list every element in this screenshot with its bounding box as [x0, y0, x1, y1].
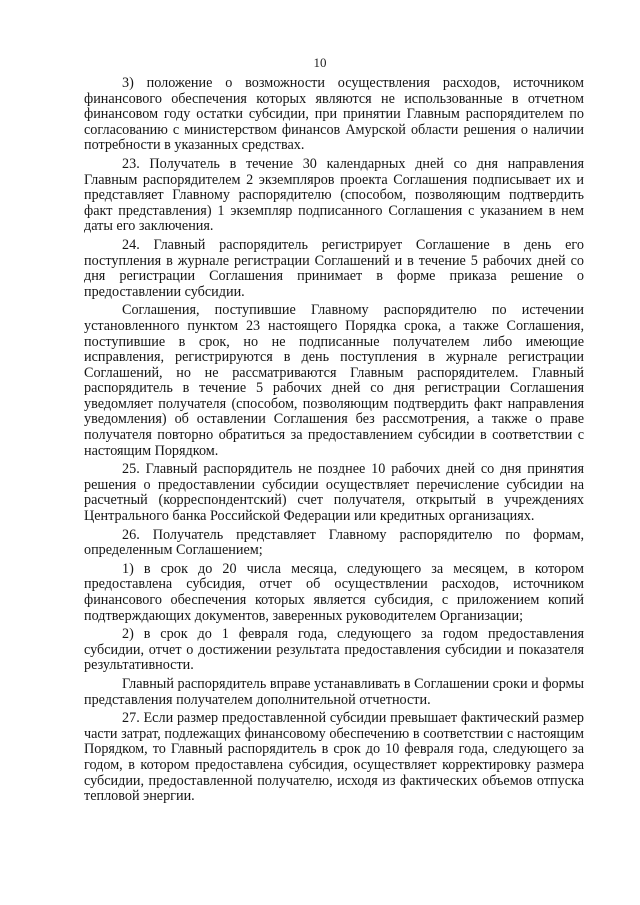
document-body — [84, 76, 584, 808]
paragraph-clause-27: 27. Если размер предоставленной субсидии превышает фактический размер части затрат, подлежащих финансовому обеспечению в соответствии с настоящим Порядком, то Главный распорядитель в срок до 10 февраля года, следующего за годом, в котором предоставлена субсидия, осуществляет корректировку размера субсидии, предоставленной получателю, исходя из фактических объемов отпуска тепловой энергии. — [84, 710, 584, 805]
paragraph-clause-25: 25. Главный распорядитель не позднее 10 рабочих дней со дня принятия решения о предоставлении субсидии осуществляет перечисление субсидии на расчетный (корреспондентский) счет получателя, открытый в учреждениях Центрального банка Российской Федерации или кредитных организациях. — [84, 461, 584, 525]
paragraph-subclause-2: 2) в срок до 1 февраля года, следующего за годом предоставления субсидии, отчет о достижении результата предоставления субсидии и показателя результативности. — [84, 626, 584, 674]
paragraph-additional-reporting: Главный распорядитель вправе устанавливать в Соглашении сроки и формы представления получателем дополнительной отчетности. — [84, 675, 584, 708]
paragraph-clause-3: 3) положение о возможности осуществления расходов, источником финансового обеспечения которых являются не использованные в отчетном финансовом году остатки субсидии, при принятии Главным распорядителем по согласованию с министерством финансов Амурской области решения о наличии потребности в указанных средствах. — [84, 75, 584, 154]
paragraph-subclause-1: 1) в срок до 20 числа месяца, следующего за месяцем, в котором предоставлена субсидия, отчет об осуществлении расходов, источником финансового обеспечения которых является субсидия, с приложением копий подтверждающих документов, заверенных руководителем Организации; — [84, 560, 584, 624]
page-number: 10 — [313, 55, 327, 70]
paragraph-clause-23: 23. Получатель в течение 30 календарных дней со дня направления Главным распорядителем 2 экземпляров проекта Соглашения подписывает их и представляет Главному распорядителю (способом, позволяющим подтвердить факт представления) 1 экземпляр подписанного Соглашения с указанием в нем даты его заключения. — [84, 155, 584, 235]
paragraph-late-agreements: Соглашения, поступившие Главному распорядителю по истечении установленного пунктом 23 настоящего Порядка срока, а также Соглашения, поступившие в срок, но не подписанные получателем либо имеющие исправления, регистрируются в день поступления в журнале регистрации Соглашений, но не рассматриваются Главным распорядителем. Главный распорядитель в течение 5 рабочих дней со дня регистрации Соглашения уведомляет получателя (способом, позволяющим подтвердить факт направления уведомления) об оставлении Соглашения без рассмотрения, а также о праве получателя повторно обратиться за предоставлением субсидии в соответствии с настоящим Порядком. — [84, 302, 584, 459]
paragraph-clause-26: 26. Получатель представляет Главному распорядителю по формам, определенным Соглашением; — [84, 526, 584, 559]
paragraph-clause-24: 24. Главный распорядитель регистрирует Соглашение в день его поступления в журнале регистрации Соглашений и в течение 5 рабочих дней со дня регистрации Соглашения принимает в форме приказа решение о предоставлении субсидии. — [84, 236, 584, 300]
